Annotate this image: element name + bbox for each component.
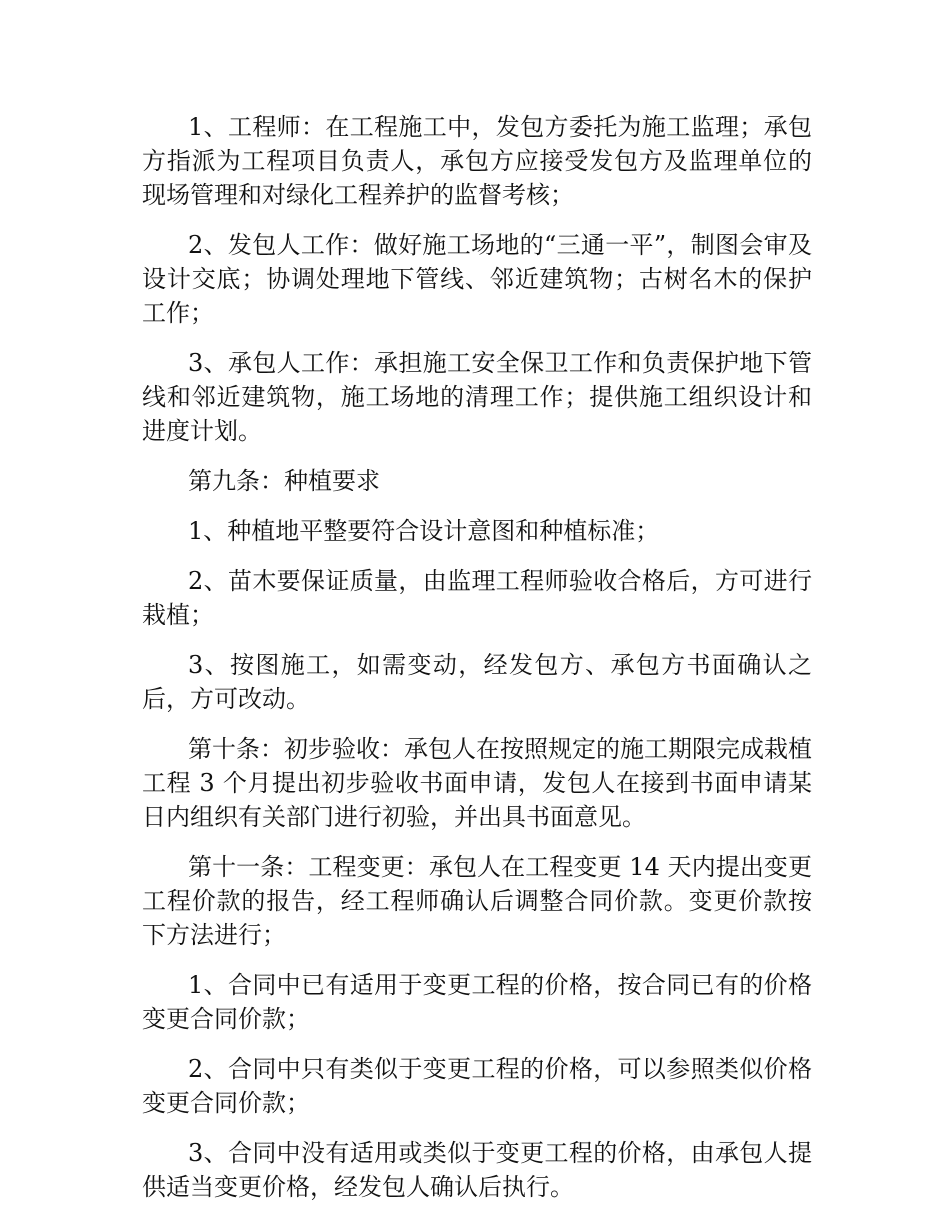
paragraph-change-2: 2、合同中只有类似于变更工程的价格，可以参照类似价格变更合同价款； <box>142 1055 812 1117</box>
paragraph-planting-1: 1、种植地平整要符合设计意图和种植标准； <box>188 517 660 545</box>
paragraph-planting-2: 2、苗木要保证质量，由监理工程师验收合格后，方可进行栽植； <box>142 567 812 629</box>
paragraph-planting-3: 3、按图施工，如需变动，经发包方、承包方书面确认之后，方可改动。 <box>142 651 812 713</box>
paragraph-change-3: 3、合同中没有适用或类似于变更工程的价格，由承包人提供适当变更价格，经发包人确认后执行。 <box>142 1139 812 1201</box>
article-9-heading: 第九条：种植要求 <box>188 467 380 495</box>
paragraph-employer-work: 2、发包人工作：做好施工场地的“三通一平”，制图会审及设计交底；协调处理地下管线、邻近建筑物；古树名木的保护工作； <box>142 231 812 327</box>
article-11-engineering-change: 第十一条：工程变更：承包人在工程变更 14 天内提出变更工程价款的报告，经工程师确认后调整合同价款。变更价款按下方法进行； <box>142 853 812 949</box>
paragraph-engineer: 1、工程师：在工程施工中，发包方委托为施工监理；承包方指派为工程项目负责人，承包方应接受发包方及监理单位的现场管理和对绿化工程养护的监督考核； <box>142 113 812 209</box>
document-body <box>142 110 812 1220</box>
paragraph-contractor-work: 3、承包人工作：承担施工安全保卫工作和负责保护地下管线和邻近建筑物，施工场地的清理工作；提供施工组织设计和进度计划。 <box>142 349 812 445</box>
article-10-preliminary-acceptance: 第十条：初步验收：承包人在按照规定的施工期限完成栽植工程 3 个月提出初步验收书面申请，发包人在接到书面申请某日内组织有关部门进行初验，并出具书面意见。 <box>142 735 812 831</box>
paragraph-change-1: 1、合同中已有适用于变更工程的价格，按合同已有的价格变更合同价款； <box>142 971 812 1033</box>
